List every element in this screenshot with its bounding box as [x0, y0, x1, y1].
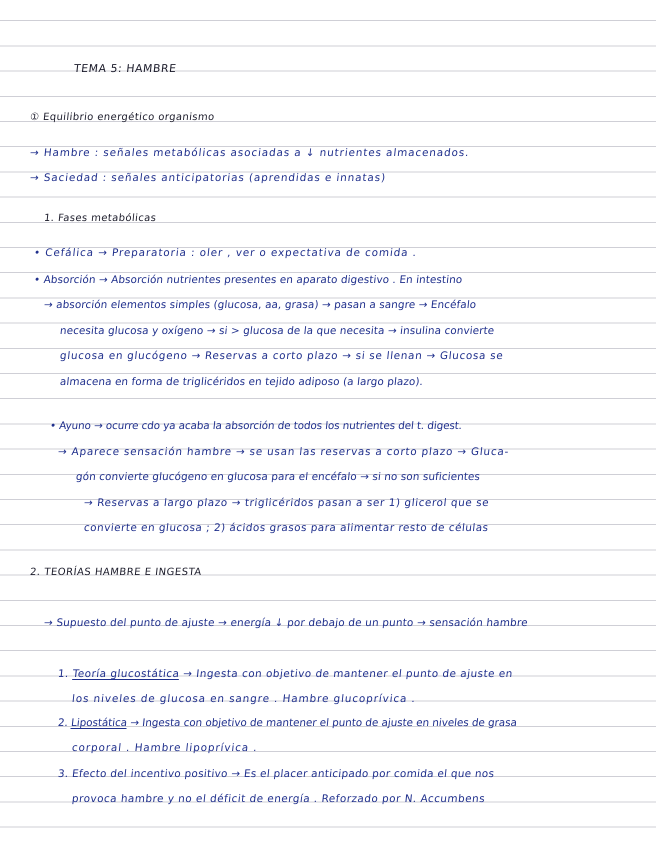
page-title: TEMA 5: HAMBRE [73, 62, 178, 75]
theory-2-number: 2. [57, 717, 69, 729]
section-1-1-heading: 1. Fases metabólicas [43, 213, 157, 224]
absorption-line-1: • Absorción → Absorción nutrientes presentes en aparato digestivo . En intestino [33, 274, 463, 286]
theory-2-line [57, 716, 517, 730]
section-1-heading: ① Equilibrio energético organismo [29, 112, 216, 123]
absorption-line-4: glucosa en glucógeno → Reservas a corto plazo → si se llenan → Glucosa se [59, 350, 505, 362]
theory-1-continuation: los niveles de glucosa en sangre . Hambre glucoprívica . [71, 693, 417, 705]
theory-2-continuation: corporal . Hambre lipoprívica . [71, 742, 259, 754]
set-point-line: → Supuesto del punto de ajuste → energía ↓ por debajo de un punto → sensación hambre [43, 617, 529, 629]
theory-3-line: 3. Efecto del incentivo positivo → Es el placer anticipado por comida el que nos [57, 768, 495, 780]
cephalic-phase-line: • Cefálica → Preparatoria : oler , ver o expectativa de comida . [33, 247, 418, 259]
hunger-line: → Hambre : señales metabólicas asociadas a ↓ nutrientes almacenados. [29, 147, 471, 159]
theory-1-number: 1. [57, 668, 70, 680]
satiety-line: → Saciedad : señales anticipatorias (aprendidas e innatas) [29, 172, 387, 184]
theory-1-line [57, 667, 513, 681]
fasting-line-2: → Aparece sensación hambre → se usan las reservas a corto plazo → Gluca- [57, 446, 510, 458]
fasting-line-5: convierte en glucosa ; 2) ácidos grasos para alimentar resto de células [83, 522, 490, 534]
fasting-line-3: gón convierte glucógeno en glucosa para el encéfalo → si no son suficientes [75, 471, 481, 483]
section-2-heading: 2. TEORÍAS HAMBRE E INGESTA [29, 567, 203, 578]
absorption-line-5: almacena en forma de triglicéridos en tejido adiposo (a largo plazo). [59, 376, 424, 388]
fasting-line-1: • Ayuno → ocurre cdo ya acaba la absorción de todos los nutrientes del t. digest. [49, 420, 463, 432]
glucostatic-theory-term: Teoría glucostática [72, 668, 181, 680]
fasting-line-4: → Reservas a largo plazo → triglicéridos pasan a ser 1) glicerol que se [83, 497, 490, 509]
absorption-line-2: → absorción elementos simples (glucosa, aa, grasa) → pasan a sangre → Encéfalo [43, 299, 477, 311]
theory-3-continuation: provoca hambre y no el déficit de energía . Reforzado por N. Accumbens [71, 793, 486, 805]
absorption-line-3: necesita glucosa y oxígeno → si > glucosa de la que necesita → insulina convierte [59, 325, 495, 337]
theory-1-text: → Ingesta con objetivo de mantener el punto de ajuste en [178, 668, 514, 680]
theory-2-text: → Ingesta con objetivo de mantener el punto de ajuste en niveles de grasa [126, 717, 518, 729]
lipostatic-theory-term: Lipostática [70, 717, 128, 729]
